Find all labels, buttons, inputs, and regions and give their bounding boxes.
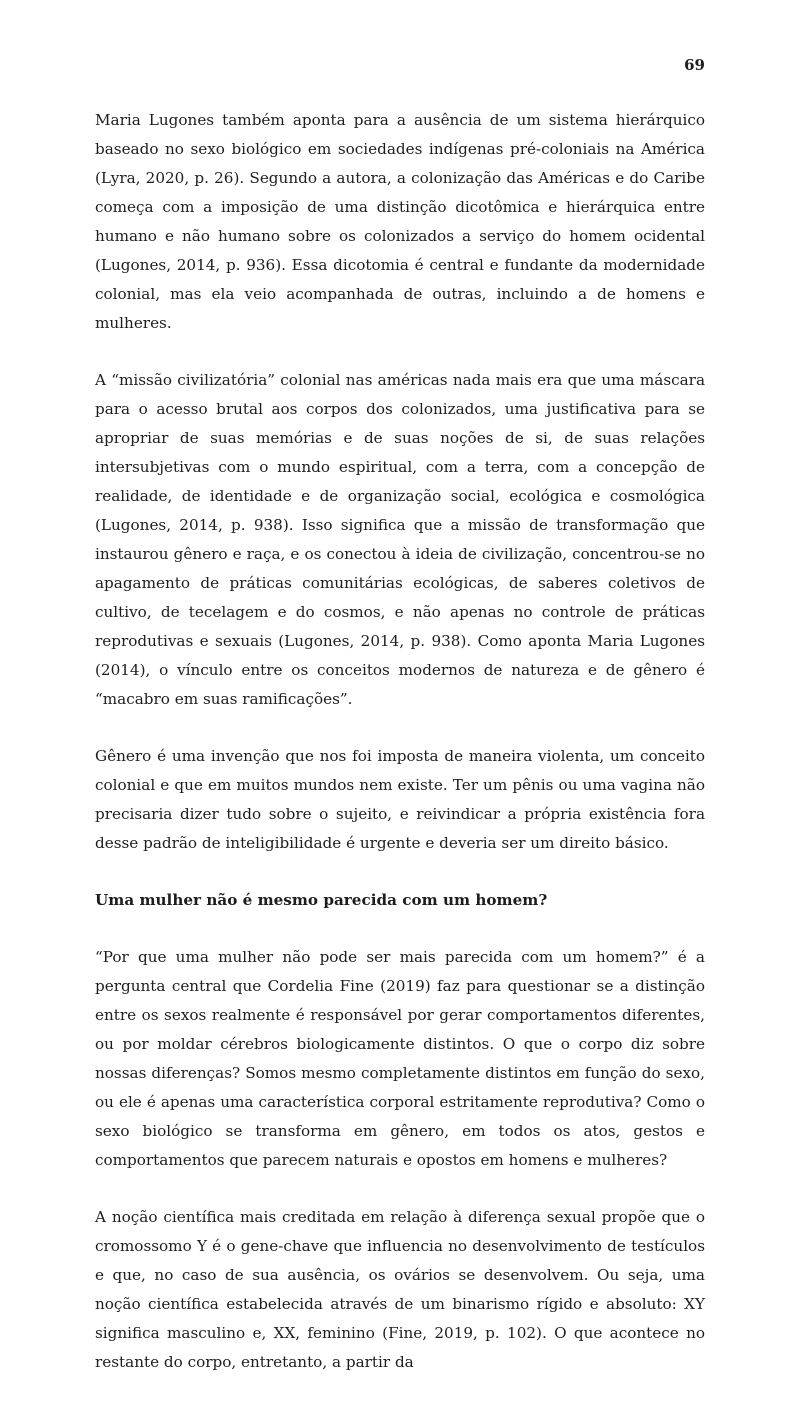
paragraph: A “missão civilizatória” colonial nas américas nada mais era que uma máscara para o acesso brutal aos corpos dos colonizados, uma justificativa para se apropriar de suas memórias e de suas noções de si, de suas relações intersubjetivas com o mundo espiritual, com a terra, com a concepção de realidade, de identidade e de organização social, ecológica e cosmológica (Lugones, 2014, p. 938). Isso significa que a missão de transformação que instaurou gênero e raça, e os conectou à ideia de civilização, concentrou-se no apagamento de práticas comunitárias ecológicas, de saberes coletivos de cultivo, de tecelagem e do cosmos, e não apenas no controle de práticas reprodutivas e sexuais (Lugones, 2014, p. 938). Como aponta Maria Lugones (2014), o vínculo entre os conceitos modernos de natureza e de gênero é “macabro em suas ramificações”. <box>95 371 705 708</box>
paragraph: Gênero é uma invenção que nos foi imposta de maneira violenta, um conceito colonial e que em muitos mundos nem existe. Ter um pênis ou uma vagina não precisaria dizer tudo sobre o sujeito, e reivindicar a própria existência fora desse padrão de inteligibilidade é urgente e deveria ser um direito básico. <box>95 747 705 852</box>
paragraph: “Por que uma mulher não pode ser mais parecida com um homem?” é a pergunta central que Cordelia Fine (2019) faz para questionar se a distinção entre os sexos realmente é responsável por gerar comportamentos diferentes, ou por moldar cérebros biologicamente distintos. O que o corpo diz sobre nossas diferenças? Somos mesmo completamente distintos em função do sexo, ou ele é apenas uma característica corporal estritamente reprodutiva? Como o sexo biológico se transforma em gênero, em todos os atos, gestos e comportamentos que parecem naturais e opostos em homens e mulheres? <box>95 948 705 1169</box>
paragraph: A noção científica mais creditada em relação à diferença sexual propõe que o cromossomo Y é o gene-chave que influencia no desenvolvimento de testículos e que, no caso de sua ausência, os ovários se desenvolvem. Ou seja, uma noção científica estabelecida através de um binarismo rígido e absoluto: XY significa masculino e, XX, feminino (Fine, 2019, p. 102). O que acontece no restante do corpo, entretanto, a partir da <box>95 1208 705 1371</box>
section-heading: Uma mulher não é mesmo parecida com um homem? <box>95 891 548 909</box>
page-content <box>95 106 705 1405</box>
page-number: 69 <box>684 56 705 74</box>
paragraph: Maria Lugones também aponta para a ausência de um sistema hierárquico baseado no sexo biológico em sociedades indígenas pré-coloniais na América (Lyra, 2020, p. 26). Segundo a autora, a colonização das Américas e do Caribe começa com a imposição de uma distinção dicotômica e hierárquica entre humano e não humano sobre os colonizados a serviço do homem ocidental (Lugones, 2014, p. 936). Essa dicotomia é central e fundante da modernidade colonial, mas ela veio acompanhada de outras, incluindo a de homens e mulheres. <box>95 111 705 332</box>
